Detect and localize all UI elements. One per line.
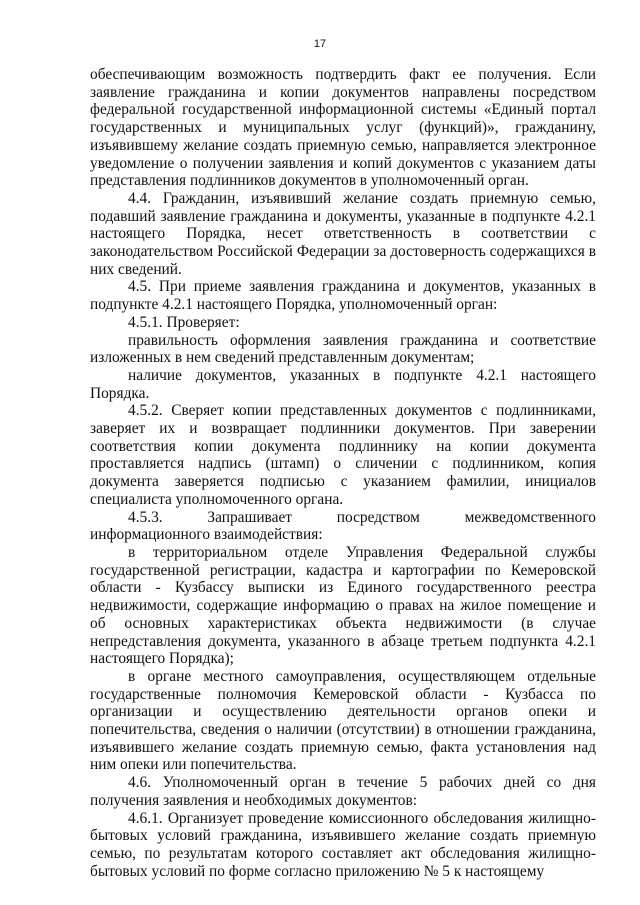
paragraph: 4.4. Гражданин, изъявивший желание создать приемную семью, подавший заявление гражданина и документы, указанные в подпункте 4.2.1 настоящего Порядка, несет ответственность в соответствии с законодательством Российской Федерации за достоверность содержащихся в них сведений. bbox=[90, 189, 596, 278]
paragraph: 4.5.1. Проверяет: bbox=[128, 313, 240, 331]
paragraph: в территориальном отделе Управления Федеральной службы государственной регистрации, кадастра и картографии по Кемеровской области - Кузбассу выписки из Единого государственного реестра недвижимости, содержащие информацию о правах на жилое помещение и об основных характеристиках объекта недвижимости (в случае непредставления документа, указанного в абзаце третьем подпункта 4.2.1 настоящего Порядка); bbox=[90, 543, 596, 668]
paragraph: наличие документов, указанных в подпункте 4.2.1 настоящего Порядка. bbox=[90, 366, 596, 402]
paragraph: 4.5.2. Сверяет копии представленных документов с подлинниками, заверяет их и возвращает подлинники документов. При заверении соответствия копии документа подлиннику на копии документа проставляется надпись (штамп) о сличении с подлинником, копия документа заверяется подписью с указанием фамилии, инициалов специалиста уполномоченного органа. bbox=[90, 402, 596, 508]
paragraph: 4.5.3. Запрашивает посредством межведомственного информационного взаимодействия: bbox=[90, 508, 596, 544]
paragraph: 4.6. Уполномоченный орган в течение 5 рабочих дней со дня получения заявления и необходимых документов: bbox=[90, 774, 596, 809]
paragraph: правильность оформления заявления гражданина и соответствие изложенных в нем сведений представленным документам; bbox=[90, 331, 596, 367]
paragraph: 4.5. При приеме заявления гражданина и документов, указанных в подпункте 4.2.1 настоящего Порядка, уполномоченный орган: bbox=[90, 278, 596, 314]
paragraph: обеспечивающим возможность подтвердить факт ее получения. Если заявление гражданина и копии документов направлены посредством федеральной государственной информационной системы «Единый портал государственных и муниципальных услуг (функций)», гражданину, изъявившему желание создать приемную семью, направляется электронное уведомление о получении заявления и копий документов с указанием даты представления подлинников документов в уполномоченный орган. bbox=[90, 66, 596, 190]
page-number: 17 bbox=[313, 38, 327, 50]
document-body bbox=[90, 66, 596, 880]
paragraph: в органе местного самоуправления, осуществляющем отдельные государственные полномочия Кемеровской области - Кузбасса по организации и осуществлению деятельности органов опеки и попечительства, сведения о наличии (отсутствии) в отношении гражданина, изъявившего желание создать приемную семью, факта установления над ним опеки или попечительства. bbox=[90, 667, 596, 774]
paragraph: 4.6.1. Организует проведение комиссионного обследования жилищно-бытовых условий гражданина, изъявившего желание создать приемную семью, по результатам которого составляет акт обследования жилищно-бытовых условий по форме согласно приложению № 5 к настоящему bbox=[90, 809, 596, 880]
